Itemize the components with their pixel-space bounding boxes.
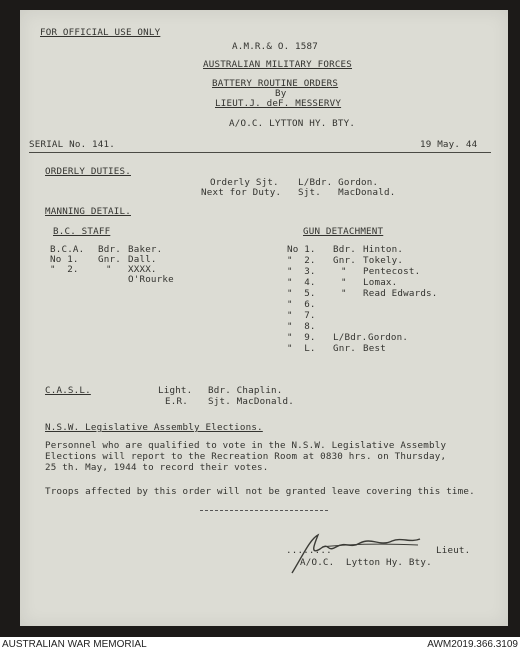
gun-rank: " [341, 288, 347, 299]
bc-staff-heading: B.C. STAFF [53, 226, 111, 237]
gun-number: " 9. [287, 332, 316, 343]
casl-role: E.R. [165, 396, 188, 407]
gun-rank: L/Bdr. [333, 332, 368, 343]
gun-number: " 2. [287, 255, 316, 266]
bc-staff-position: No 1. [50, 254, 79, 265]
serial-number: SERIAL No. 141. [29, 139, 115, 150]
issuing-unit: A/O.C. LYTTON HY. BTY. [229, 118, 356, 129]
gun-name: Lomax. [363, 277, 398, 288]
elections-paragraph-line: Elections will report to the Recreation Room at 0830 hrs. on Thursday, [45, 451, 447, 462]
gun-number: " L. [287, 343, 316, 354]
orderly-name: Sjt. MacDonald. [298, 187, 396, 198]
gun-rank: " [341, 266, 347, 277]
bc-staff-name: O'Rourke [128, 274, 174, 285]
elections-paragraph-line: 25 th. May, 1944 to record their votes. [45, 462, 269, 473]
gun-rank: Gnr. [333, 255, 356, 266]
gun-name: Gordon. [368, 332, 409, 343]
casl-role: Light. [158, 385, 193, 396]
elections-paragraph-line: Personnel who are qualified to vote in the N.S.W. Legislative Assembly [45, 440, 447, 451]
gun-number: No 1. [287, 244, 316, 255]
bc-staff-rank: Bdr. [98, 244, 121, 255]
gun-name: Best [363, 343, 386, 354]
gun-number: " 3. [287, 266, 316, 277]
signature-unit: A/O.C. Lytton Hy. Bty. [300, 557, 432, 568]
signature-rank: Lieut. [436, 545, 471, 556]
casl-heading: C.A.S.L. [45, 385, 91, 396]
elections-heading: N.S.W. Legislative Assembly Elections. [45, 422, 263, 433]
header-divider [29, 152, 491, 153]
orderly-name: L/Bdr. Gordon. [298, 177, 379, 188]
gun-name: Tokely. [363, 255, 404, 266]
classification-label: FOR OFFICIAL USE ONLY [40, 27, 161, 38]
gun-detachment-heading: GUN DETACHMENT [303, 226, 384, 237]
gun-name: Pentecost. [363, 266, 421, 277]
gun-number: " 8. [287, 321, 316, 332]
bc-staff-name: Dall. [128, 254, 157, 265]
bc-staff-name-struck: XXXX. [128, 264, 157, 275]
bc-staff-position: B.C.A. [50, 244, 85, 255]
orderly-role: Orderly Sjt. [210, 177, 279, 188]
orderly-duties-heading: ORDERLY DUTIES. [45, 166, 131, 177]
casl-name: Bdr. Chaplin. [208, 385, 283, 396]
reference-number: A.M.R.& O. 1587 [232, 41, 318, 52]
gun-number: " 6. [287, 299, 316, 310]
force-title: AUSTRALIAN MILITARY FORCES [203, 59, 353, 70]
gun-name: Hinton. [363, 244, 404, 255]
archive-accession-number: AWM2019.366.3109 [427, 639, 518, 650]
bc-staff-rank: Gnr. [98, 254, 121, 265]
gun-rank: " [341, 277, 347, 288]
gun-number: " 5. [287, 288, 316, 299]
orderly-role: Next for Duty. [201, 187, 282, 198]
order-date: 19 May. 44 [420, 139, 478, 150]
bc-staff-name: Baker. [128, 244, 163, 255]
archive-credit: AUSTRALIAN WAR MEMORIAL [2, 639, 147, 650]
bc-staff-position: " 2. [50, 264, 79, 275]
gun-number: " 4. [287, 277, 316, 288]
gun-number: " 7. [287, 310, 316, 321]
issuing-officer: LIEUT.J. deF. MESSERVY [215, 98, 342, 109]
casl-name: Sjt. MacDonald. [208, 396, 294, 407]
leave-notice: Troops affected by this order will not be granted leave covering this time. [45, 486, 475, 497]
manning-detail-heading: MANNING DETAIL. [45, 206, 131, 217]
gun-rank: Gnr. [333, 343, 356, 354]
by-label: By [275, 88, 287, 99]
section-separator [200, 510, 328, 511]
gun-name: Read Edwards. [363, 288, 438, 299]
gun-rank: Bdr. [333, 244, 356, 255]
bc-staff-rank: " [106, 264, 112, 275]
document-title: BATTERY ROUTINE ORDERS [212, 78, 339, 89]
signature-dots: ........ [286, 545, 332, 556]
